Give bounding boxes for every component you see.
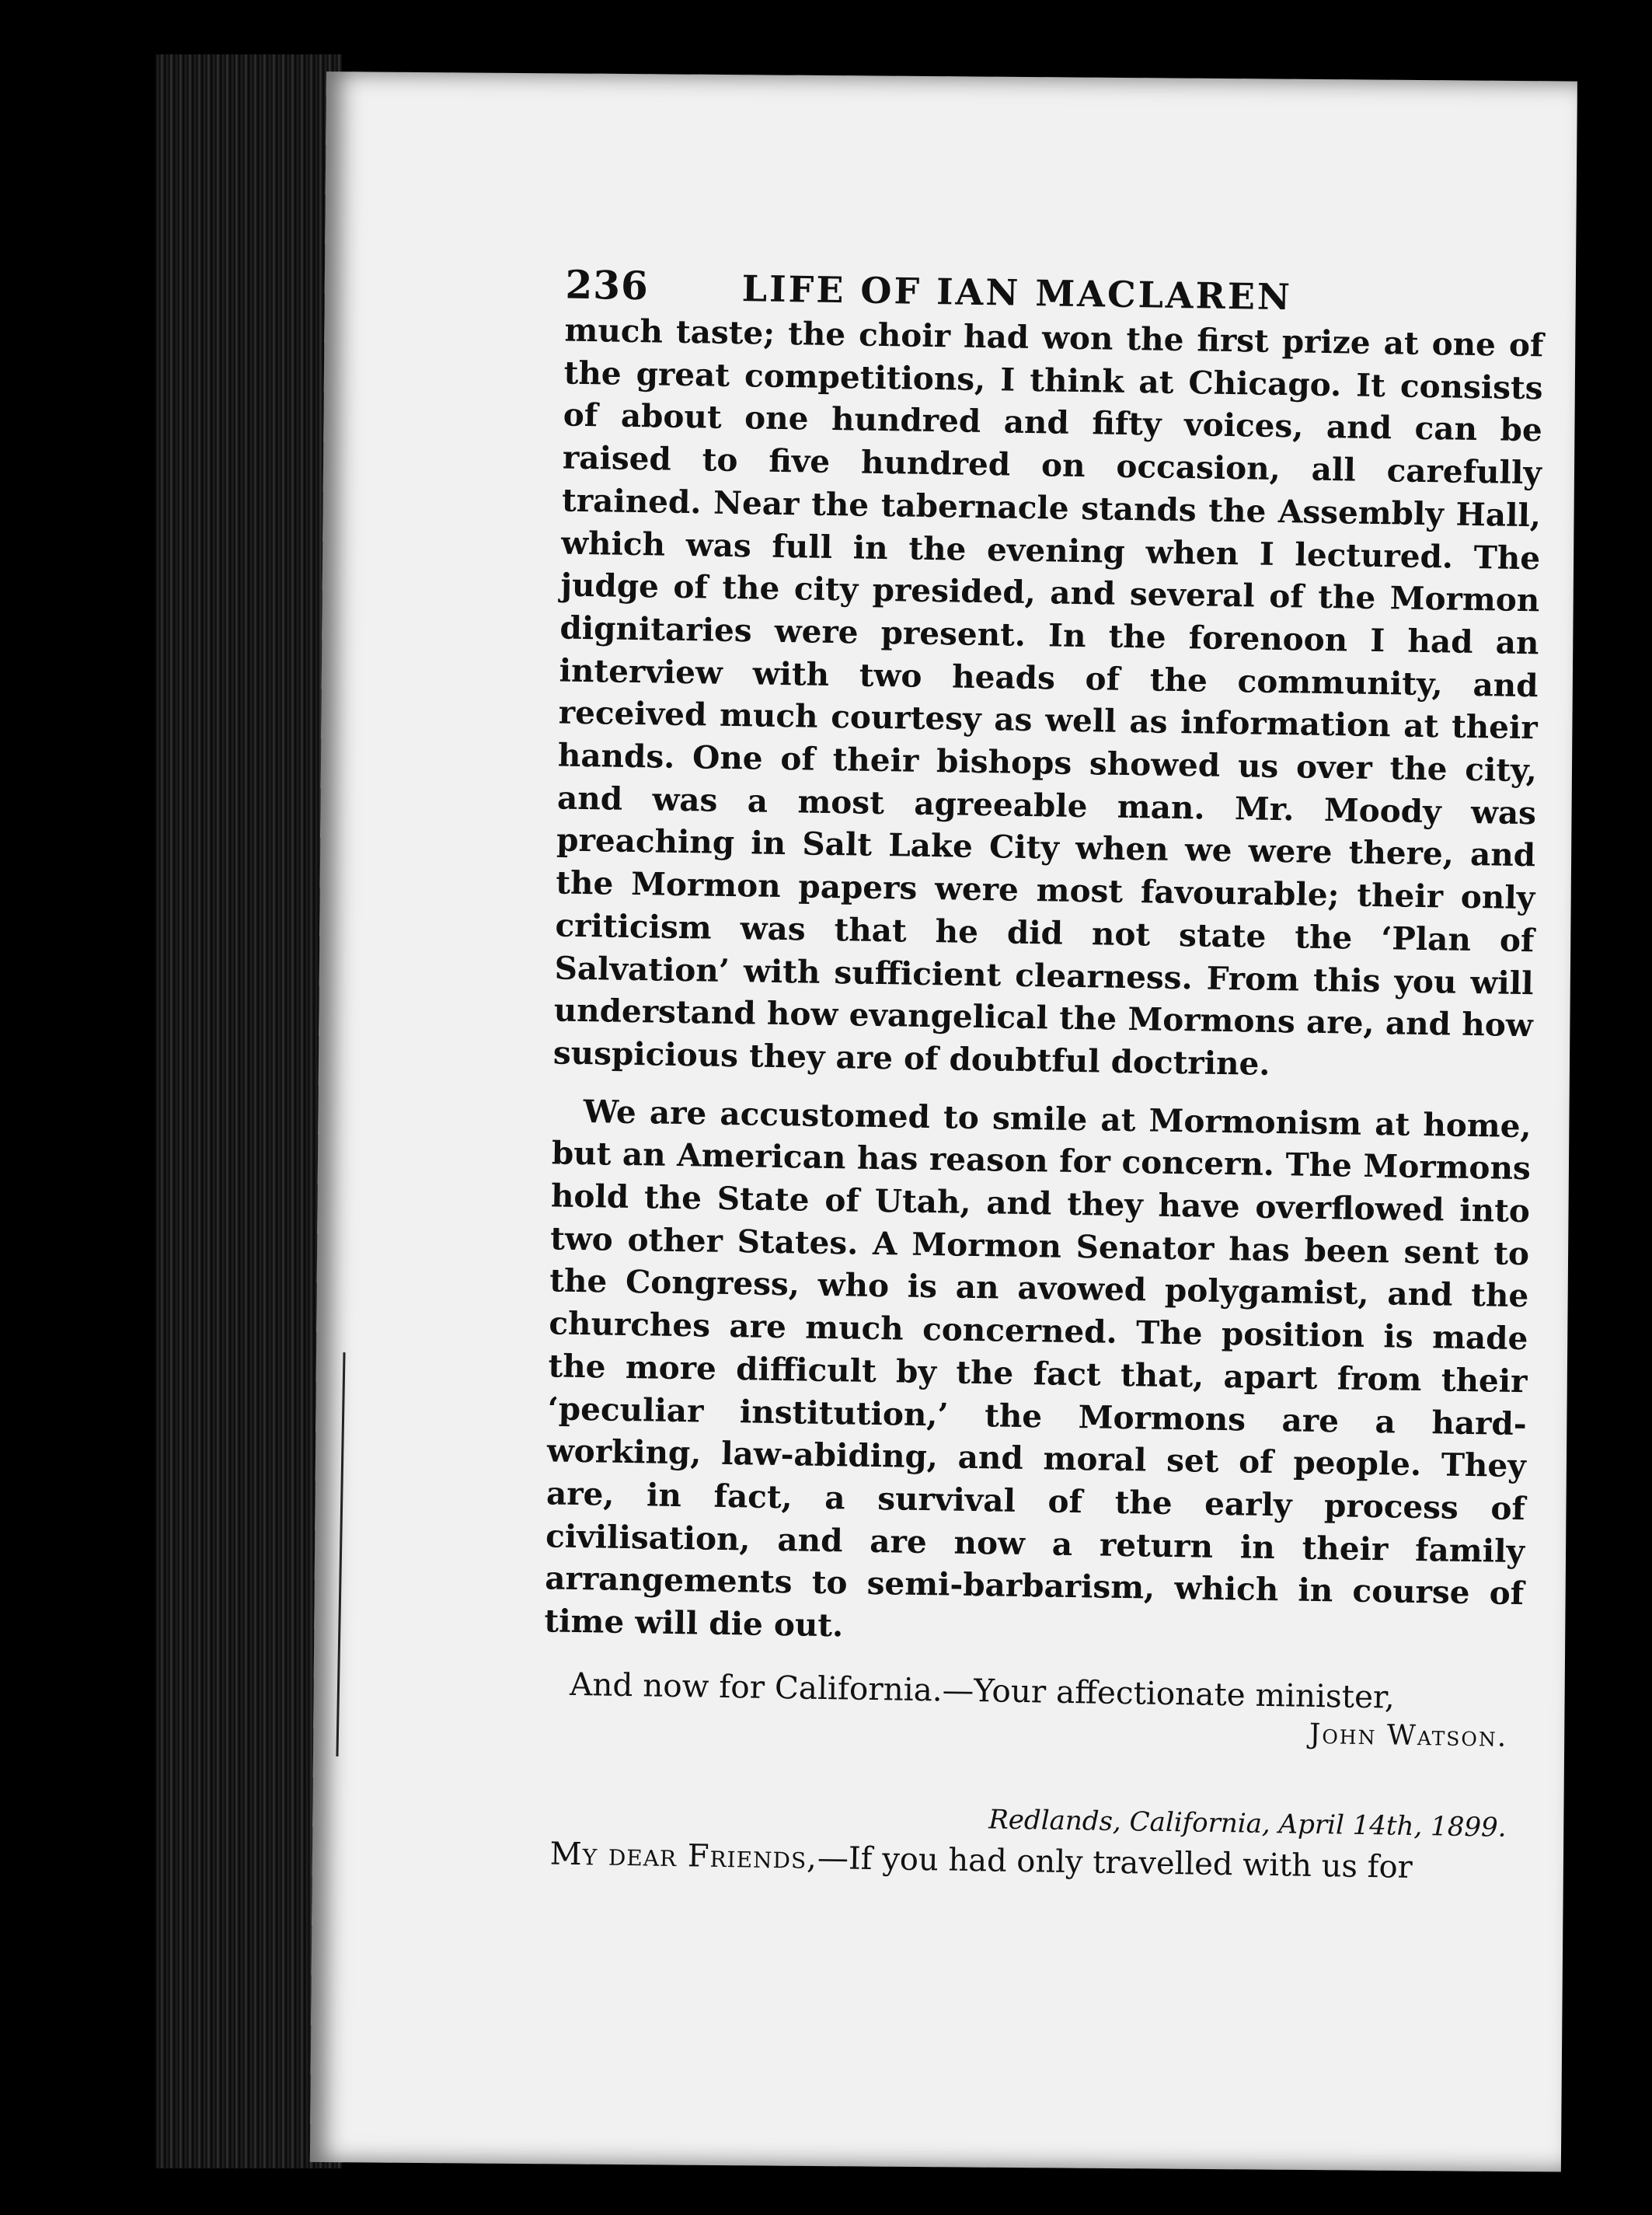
page-text-block — [215, 256, 1553, 1887]
letter-closing: And now for California.—Your affectionate minister, — [569, 1665, 1396, 1716]
letter-dateline: Redlands, California, April 14th, 1899. — [988, 1804, 1507, 1844]
page-number: 236 — [565, 261, 650, 309]
letter-signature: John Watson. — [1309, 1718, 1508, 1753]
body-paragraph-1: much taste; the choir had won the first prize at one of the great competitions, I think at Chicago. It consists of about one hundred and fifty voices, and can be raised to five hundred on occasion, all carefully trained. Near the tabernacle stands the Assembly Hall, which was full in the evening when I lectured. The judge of the city presided, and several of the Mormon dignitaries were present. In the forenoon I had an interview with two heads of the community, and received much courtesy as well as information at their hands. One of their bishops showed us over the city, and was a most agreeable man. Mr. Moody was preaching in Salt Lake City when we were there, and the Mormon papers were most favourable; their only criticism was that he did not state the ‘Plan of Salvation’ with sufficient clearness. From this you will understand how evangelical the Mormons are, and how suspicious they are of doubtful doctrine. — [552, 311, 1544, 1083]
running-head: LIFE OF IAN MACLAREN — [741, 267, 1293, 319]
body-paragraph-2: We are accustomed to smile at Mormonism at home, but an American has reason for concern. The Mormons hold the State of Utah, and they have overflowed into two other States. A Mormon Senator has been sent to the Congress, who is an avowed polygamist, and the churches are much concerned. The position is made the more difficult by the fact that, apart from their ‘peculiar institution,’ the Mormons are a hard-working, law-abiding, and moral set of people. They are, in fact, a survival of the early process of civilisation, and are now a return in their family arrangements to semi-barbarism, which in course of time will die out. — [544, 1092, 1532, 1645]
salutation-text: —If you had only travelled with us for — [817, 1840, 1413, 1885]
salutation-lead: My dear Friends, — [549, 1836, 818, 1876]
